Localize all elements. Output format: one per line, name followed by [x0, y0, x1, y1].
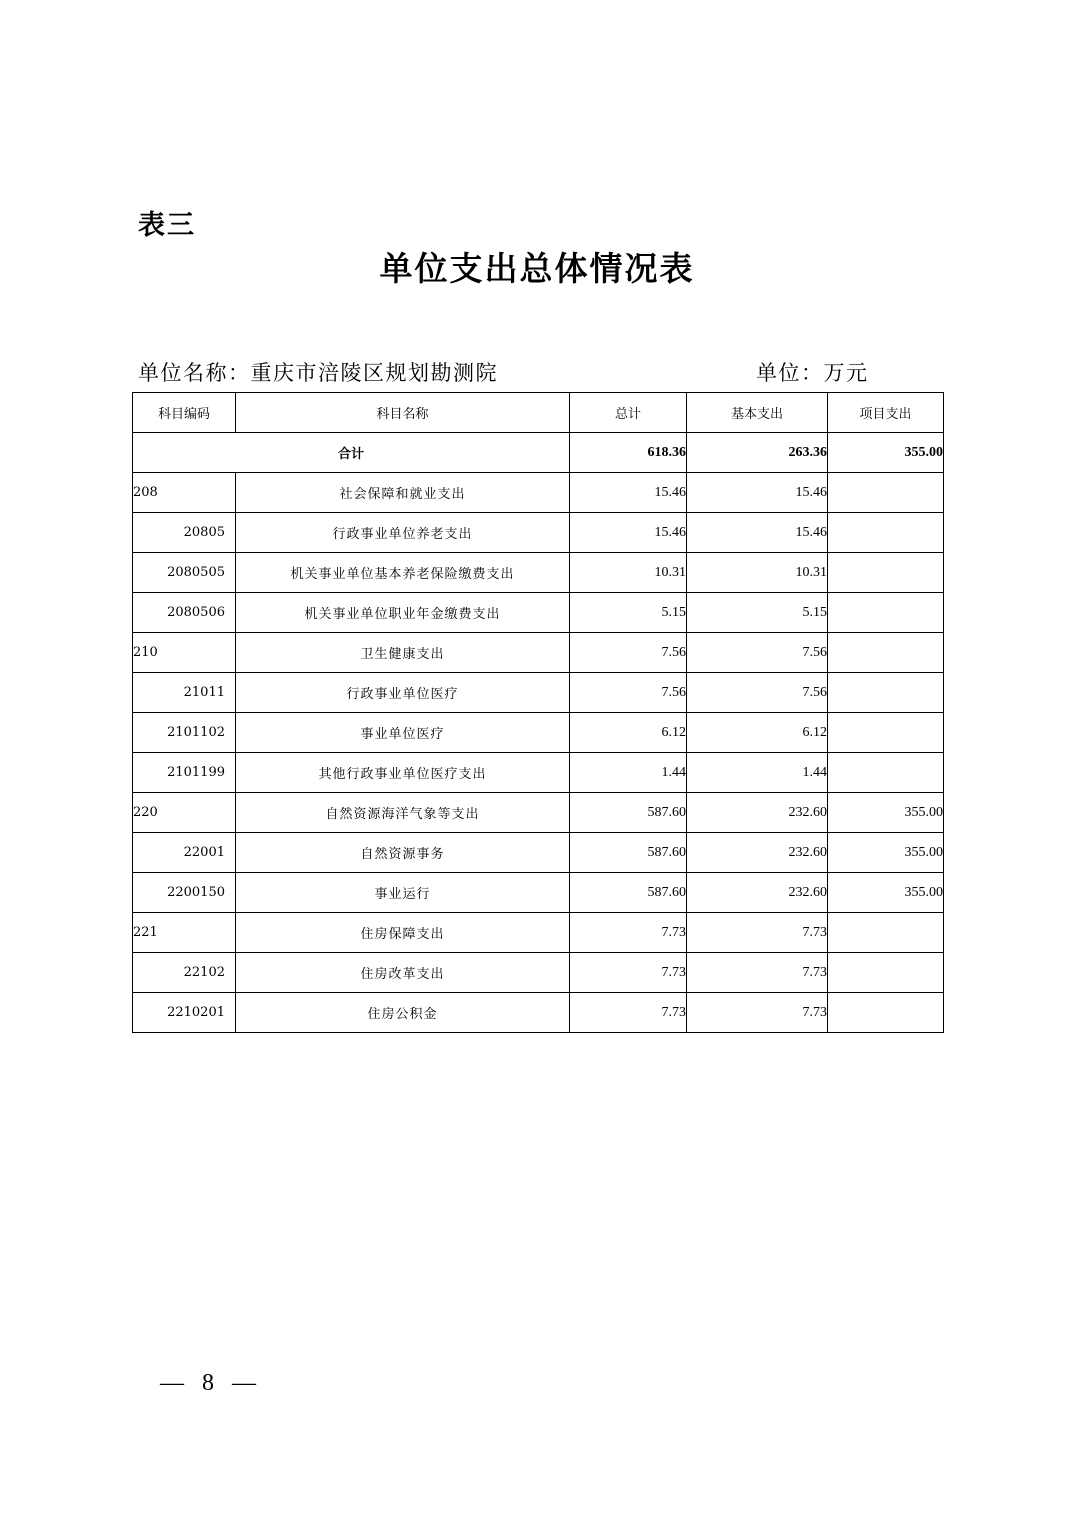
page-number: — 8 — [160, 1370, 262, 1396]
row-total: 6.12 [570, 713, 687, 753]
row-basic: 7.56 [687, 633, 828, 673]
total-sum: 618.36 [570, 433, 687, 473]
row-name: 社会保障和就业支出 [236, 473, 570, 513]
row-total: 7.56 [570, 673, 687, 713]
row-project [828, 633, 944, 673]
total-label: 合计 [133, 433, 570, 473]
row-basic: 7.56 [687, 673, 828, 713]
row-code: 220 [133, 793, 236, 833]
row-code: 2210201 [133, 993, 236, 1033]
column-header-name: 科目名称 [236, 393, 570, 433]
row-name: 行政事业单位养老支出 [236, 513, 570, 553]
row-project [828, 753, 944, 793]
row-total: 587.60 [570, 873, 687, 913]
row-name: 住房保障支出 [236, 913, 570, 953]
table-row [133, 553, 944, 593]
row-project: 355.00 [828, 873, 944, 913]
table-row [133, 473, 944, 513]
row-basic: 15.46 [687, 473, 828, 513]
row-total: 10.31 [570, 553, 687, 593]
row-basic: 232.60 [687, 793, 828, 833]
table-row [133, 713, 944, 753]
row-code: 2080506 [133, 593, 236, 633]
row-total: 587.60 [570, 793, 687, 833]
table-body [133, 433, 944, 1033]
total-project: 355.00 [828, 433, 944, 473]
row-basic: 7.73 [687, 953, 828, 993]
row-code: 22001 [133, 833, 236, 873]
row-basic: 232.60 [687, 873, 828, 913]
row-project [828, 913, 944, 953]
row-name: 事业单位医疗 [236, 713, 570, 753]
row-project [828, 473, 944, 513]
column-header-project: 项目支出 [828, 393, 944, 433]
row-name: 行政事业单位医疗 [236, 673, 570, 713]
row-basic: 6.12 [687, 713, 828, 753]
table-row [133, 873, 944, 913]
row-code: 21011 [133, 673, 236, 713]
row-total: 5.15 [570, 593, 687, 633]
row-project [828, 553, 944, 593]
row-basic: 5.15 [687, 593, 828, 633]
row-name: 自然资源事务 [236, 833, 570, 873]
row-code: 2101102 [133, 713, 236, 753]
table-row [133, 673, 944, 713]
table-row [133, 833, 944, 873]
table-row [133, 593, 944, 633]
row-name: 事业运行 [236, 873, 570, 913]
row-basic: 7.73 [687, 993, 828, 1033]
row-code: 2200150 [133, 873, 236, 913]
unit-name: 单位名称：重庆市涪陵区规划勘测院 [138, 361, 498, 385]
page-title: 单位支出总体情况表 [379, 249, 695, 288]
row-code: 208 [133, 473, 236, 513]
row-basic: 15.46 [687, 513, 828, 553]
row-project [828, 993, 944, 1033]
row-code: 210 [133, 633, 236, 673]
table-row [133, 633, 944, 673]
table-meta [138, 357, 868, 389]
column-header-total: 总计 [570, 393, 687, 433]
row-project [828, 593, 944, 633]
column-header-basic: 基本支出 [687, 393, 828, 433]
column-header-code: 科目编码 [133, 393, 236, 433]
table-row [133, 793, 944, 833]
row-name: 机关事业单位职业年金缴费支出 [236, 593, 570, 633]
row-total: 7.56 [570, 633, 687, 673]
row-name: 卫生健康支出 [236, 633, 570, 673]
row-name: 住房改革支出 [236, 953, 570, 993]
table-header-row [133, 393, 944, 433]
row-basic: 1.44 [687, 753, 828, 793]
total-row [133, 433, 944, 473]
table-label: 表三 [138, 210, 196, 241]
row-total: 1.44 [570, 753, 687, 793]
row-code: 221 [133, 913, 236, 953]
expenditure-table [132, 392, 944, 1033]
row-name: 住房公积金 [236, 993, 570, 1033]
table-row [133, 913, 944, 953]
table-row [133, 513, 944, 553]
row-basic: 7.73 [687, 913, 828, 953]
table-row [133, 753, 944, 793]
row-total: 7.73 [570, 993, 687, 1033]
row-project [828, 953, 944, 993]
row-project [828, 513, 944, 553]
row-total: 587.60 [570, 833, 687, 873]
table-row [133, 993, 944, 1033]
row-name: 其他行政事业单位医疗支出 [236, 753, 570, 793]
row-code: 2101199 [133, 753, 236, 793]
row-total: 7.73 [570, 953, 687, 993]
row-name: 自然资源海洋气象等支出 [236, 793, 570, 833]
currency-unit: 单位：万元 [756, 361, 869, 385]
row-project [828, 713, 944, 753]
row-total: 15.46 [570, 473, 687, 513]
row-project: 355.00 [828, 833, 944, 873]
row-basic: 232.60 [687, 833, 828, 873]
row-total: 7.73 [570, 913, 687, 953]
row-name: 机关事业单位基本养老保险缴费支出 [236, 553, 570, 593]
table-row [133, 953, 944, 993]
row-code: 20805 [133, 513, 236, 553]
row-basic: 10.31 [687, 553, 828, 593]
row-total: 15.46 [570, 513, 687, 553]
row-code: 22102 [133, 953, 236, 993]
total-basic: 263.36 [687, 433, 828, 473]
row-project [828, 673, 944, 713]
row-project: 355.00 [828, 793, 944, 833]
row-code: 2080505 [133, 553, 236, 593]
